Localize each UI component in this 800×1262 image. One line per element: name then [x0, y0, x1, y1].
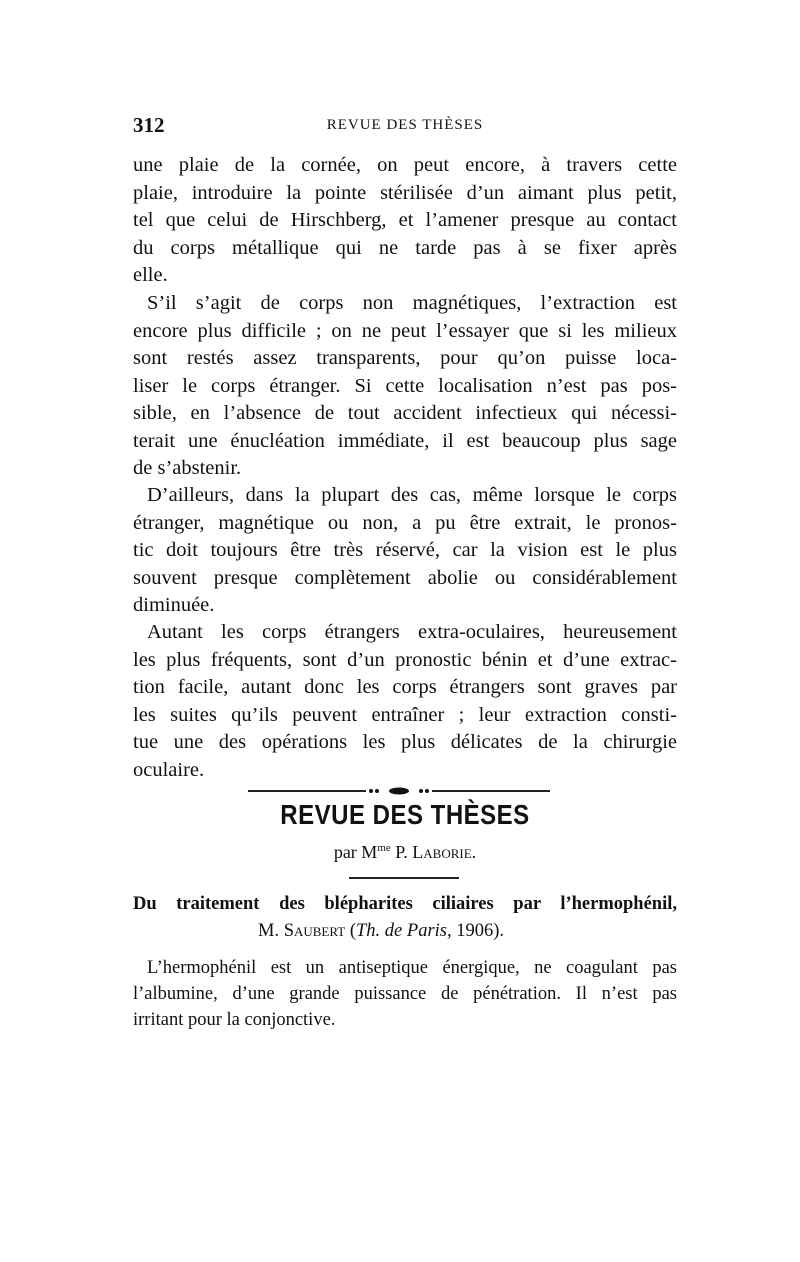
- ornamental-divider: [248, 787, 550, 795]
- text-line: elle.: [133, 264, 168, 286]
- text-line: l’albumine, d’une grande puissance de pénétration. Il n’est pas: [133, 984, 677, 1004]
- page-header: [133, 113, 677, 137]
- text-line: terait une énucléation immédiate, il est beaucoup plus sage: [133, 429, 677, 452]
- text-line: sible, en l’absence de tout accident infectieux qui nécessi-: [133, 402, 677, 424]
- page-number: 312: [133, 113, 165, 137]
- text-line: plaie, introduire la pointe stérilisée d’un aimant plus petit,: [133, 181, 677, 204]
- text-line: les suites qu’ils peuvent entraîner ; leur extraction consti-: [133, 703, 677, 726]
- text-line: encore plus difficile ; on ne peut l’essayer que si les milieux: [133, 319, 677, 342]
- running-head: REVUE DES THÈSES: [326, 117, 484, 133]
- text-line: sont restés assez transparents, pour qu’on puisse loca-: [133, 347, 677, 369]
- short-divider-rule: [349, 877, 459, 879]
- section-title: REVUE DES THÈSES: [280, 799, 530, 831]
- text-line: oculaire.: [133, 758, 205, 781]
- divider-rule-right: [432, 790, 550, 792]
- thesis-entry-body: [133, 955, 677, 1033]
- text-line: L’hermophénil est un antiseptique énergique, ne coagulant pas: [147, 958, 677, 978]
- section-author: [133, 842, 677, 863]
- paragraph-3: [133, 482, 677, 620]
- thesis-year: 1906).: [456, 921, 505, 941]
- thesis-author-name: M. Saubert: [258, 921, 346, 941]
- text-line: irritant pour la conjonctive.: [133, 1010, 336, 1030]
- author-prefix: par M: [333, 842, 378, 862]
- text-line: liser le corps étranger. Si cette localisation n’est pas pos-: [133, 374, 677, 397]
- text-line: les plus fréquents, sont d’un pronostic bénin et d’une extrac-: [133, 648, 677, 671]
- text-line: souvent presque complètement abolie ou considérablement: [133, 566, 677, 589]
- paragraph-1: [133, 152, 677, 290]
- text-line: D’ailleurs, dans la plupart des cas, même lorsque le corps: [147, 484, 677, 506]
- text-line: du corps métallique qui ne tarde pas à se fixer après: [133, 236, 677, 259]
- author-name: P. Laborie.: [395, 842, 477, 862]
- text-line: Autant les corps étrangers extra-oculaires, heureusement: [147, 621, 677, 643]
- text-line: une plaie de la cornée, on peut encore, à travers cette: [133, 154, 677, 176]
- text-line: S’il s’agit de corps non magnétiques, l’extraction est: [147, 292, 677, 314]
- thesis-entry-title: Du traitement des blépharites ciliaires par l’hermophénil,: [133, 894, 677, 914]
- text-line: tue une des opérations les plus délicates de la chirurgie: [133, 731, 677, 753]
- text-line: étranger, magnétique ou non, a pu être extrait, le pronos-: [133, 511, 677, 534]
- citation-open-paren: (: [349, 921, 357, 941]
- divider-rule-left: [248, 790, 366, 792]
- author-title-sup: me: [377, 842, 391, 854]
- text-line: tion facile, autant donc les corps étrangers sont graves par: [133, 676, 677, 698]
- paragraph-4: [133, 619, 677, 784]
- text-line: tel que celui de Hirschberg, et l’amener presque au contact: [133, 209, 677, 231]
- paragraph-2: [133, 290, 677, 483]
- text-line: de s’abstenir.: [133, 457, 242, 479]
- thesis-entry-author: [258, 921, 504, 942]
- thesis-citation: Th. de Paris,: [356, 921, 452, 941]
- text-line: tic doit toujours être très réservé, car la vision est le plus: [133, 539, 677, 561]
- text-line: diminuée.: [133, 594, 215, 616]
- fleuron-ornament-icon: [366, 787, 432, 795]
